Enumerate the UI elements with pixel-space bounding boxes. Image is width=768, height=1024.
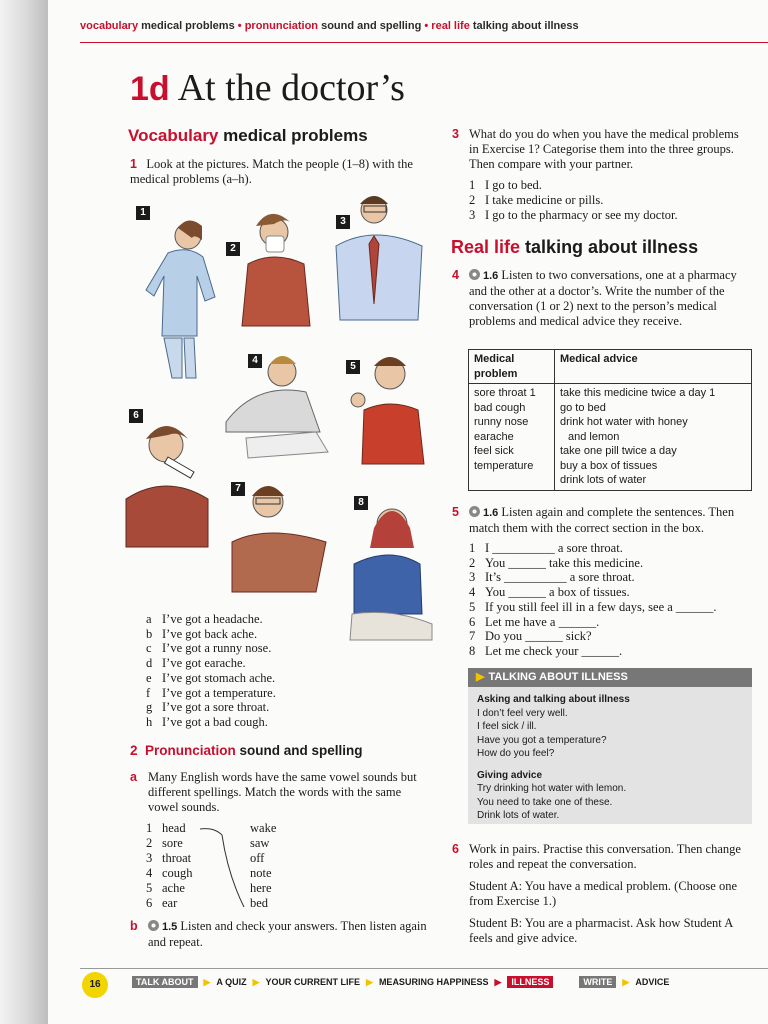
- picture-number: 4: [248, 354, 262, 368]
- footer-item: A QUIZ: [216, 977, 247, 987]
- table-header-row: [469, 350, 752, 384]
- list-item: 6 ear: [146, 896, 178, 910]
- list-item: 2 You ______ take this medicine.: [469, 555, 644, 570]
- phrase: Have you got a temperature?: [477, 734, 607, 746]
- list-item: 4 You ______ a box of tissues.: [469, 585, 630, 600]
- talking-about-illness-box: [468, 668, 752, 824]
- footer-illness-tag: ILLNESS: [507, 976, 553, 988]
- matching-line: [198, 822, 250, 908]
- person-sore-throat-illustration: [330, 186, 430, 326]
- exercise-4-number: 4: [452, 268, 459, 282]
- phrase: You need to take one of these.: [477, 796, 613, 808]
- problem-cell: sore throat 1 bad cough runny nose earache feel sick temperature: [469, 384, 555, 491]
- footer-item: MEASURING HAPPINESS: [378, 977, 489, 987]
- picture-number: 3: [336, 215, 350, 229]
- student-b-role: Student B: You are a pharmacist. Ask how Student A feels and give advice.: [469, 916, 733, 945]
- list-item: 8 Let me check your ______.: [469, 643, 623, 658]
- exercise-6-instructions: Work in pairs. Practise this conversation. Then change roles and repeat the conversation.: [469, 842, 741, 871]
- triangle-icon: ▶: [494, 976, 502, 987]
- person-earache-illustration: [228, 472, 328, 594]
- exercise-2a-label: a: [130, 770, 137, 784]
- list-item: wake: [250, 821, 277, 835]
- phrase: I feel sick / ill.: [477, 721, 537, 732]
- topbar-rule: [80, 42, 768, 43]
- footer-rule: [80, 968, 768, 969]
- triangle-icon: ▶: [476, 671, 485, 683]
- list-item: g I’ve got a sore throat.: [146, 700, 270, 715]
- exercise-5-instructions: 1.6 Listen again and complete the sentences. Then match them with the correct section in the box.: [469, 505, 735, 535]
- list-item: 6 Let me have a ______.: [469, 614, 600, 629]
- page-number: 16: [82, 972, 108, 998]
- person-temperature-illustration: [122, 415, 212, 550]
- list-item: 4 cough: [146, 866, 193, 880]
- list-item: 7 Do you ______ sick?: [469, 629, 592, 644]
- advice-cell: take this medicine twice a day 1 go to bed drink hot water with honey and lemon take one pill twice a day buy a box of tissues drink lots of water: [555, 384, 752, 491]
- footer-write-tag: WRITE: [579, 976, 616, 988]
- table-row: [469, 384, 752, 491]
- footer-item: YOUR CURRENT LIFE: [265, 977, 361, 987]
- list-item: c I’ve got a runny nose.: [146, 641, 272, 656]
- exercise-5-number: 5: [452, 505, 459, 519]
- person-back-ache-illustration: [128, 208, 218, 383]
- phrase: How do you feel?: [477, 748, 555, 759]
- picture-number: 1: [136, 206, 150, 220]
- list-item: 3 I go to the pharmacy or see my doctor.: [469, 208, 678, 222]
- audio-cd-icon: [469, 506, 480, 517]
- list-item: h I’ve got a bad cough.: [146, 714, 268, 729]
- list-item: a I’ve got a headache.: [146, 612, 263, 626]
- person-headache-illustration: [216, 342, 331, 462]
- page-title: 1d At the doctor’s: [130, 67, 405, 109]
- list-item: 1 head: [146, 821, 186, 835]
- phrase: I don’t feel very well.: [477, 707, 568, 719]
- list-item: here: [250, 881, 272, 895]
- list-item: b I’ve got back ache.: [146, 626, 258, 641]
- exercise-5-sentences: [469, 541, 754, 659]
- medical-table: [468, 349, 752, 491]
- student-a-role: Student A: You have a medical problem. (Choose one from Exercise 1.): [469, 879, 738, 908]
- phrase: Drink lots of water.: [477, 810, 560, 821]
- exercise-4-instructions: 1.6 Listen to two conversations, one at a pharmacy and the other at a doctor’s. Write the number of the conversation (1 or 2) next to the person’s medical problems and medical advice they receive.: [469, 268, 737, 328]
- unit-footer-nav: [132, 976, 669, 988]
- person-bad-cough-illustration: [344, 344, 430, 469]
- list-item: 3 It’s __________ a sore throat.: [469, 570, 635, 585]
- exercise-6-number: 6: [452, 842, 459, 856]
- unit-topbar: vocabulary medical problems • pronunciation sound and spelling • real life talking about illness: [80, 20, 579, 32]
- exercise-2b-label: b: [130, 919, 138, 933]
- list-item: f I’ve got a temperature.: [146, 685, 276, 700]
- vocabulary-heading: Vocabulary medical problems: [128, 126, 368, 145]
- exercise-1-instructions: 1 Look at the pictures. Match the people (1–8) with the medical problems (a–h).: [130, 157, 413, 186]
- footer-talk-tag: TALK ABOUT: [132, 976, 198, 988]
- list-item: 1 I __________ a sore throat.: [469, 541, 623, 555]
- picture-number: 2: [226, 242, 240, 256]
- exercise-3-groups: [469, 178, 749, 223]
- column-header-advice: Medical advice: [555, 350, 752, 384]
- list-item: 5 If you still feel ill in a few days, see a ______.: [469, 599, 717, 614]
- exercise-3-number: 3: [452, 127, 459, 141]
- picture-number: 6: [129, 409, 143, 423]
- list-item: 1 I go to bed.: [469, 178, 542, 192]
- column-header-problem: Medical problem: [469, 350, 555, 384]
- audio-cd-icon: [469, 269, 480, 280]
- box-subheading: Giving advice: [477, 769, 543, 781]
- triangle-icon: ▶: [203, 976, 211, 987]
- box-subheading: Asking and talking about illness: [477, 694, 630, 705]
- problems-list: [146, 612, 386, 730]
- list-item: note: [250, 866, 272, 880]
- box-header: ▶ TALKING ABOUT ILLNESS: [468, 668, 752, 687]
- book-spine-shadow: [0, 0, 48, 1024]
- triangle-icon: ▶: [366, 976, 373, 987]
- person-runny-nose-illustration: [238, 204, 318, 329]
- list-item: 2 I take medicine or pills.: [469, 193, 604, 207]
- word-list-right: [250, 821, 310, 911]
- list-item: 3 throat: [146, 851, 192, 865]
- list-item: 2 sore: [146, 836, 183, 850]
- exercise-3-instructions: What do you do when you have the medical problems in Exercise 1? Categorise them into the three groups. Then compare with your partner.: [469, 127, 739, 171]
- audio-cd-icon: [148, 920, 159, 931]
- box-body: [468, 687, 752, 829]
- picture-number: 7: [231, 482, 245, 496]
- list-item: e I’ve got stomach ache.: [146, 670, 276, 685]
- phrase: Try drinking hot water with lemon.: [477, 783, 627, 794]
- picture-number: 5: [346, 360, 360, 374]
- list-item: off: [250, 851, 265, 865]
- triangle-icon: ▶: [252, 976, 260, 987]
- triangle-icon: ▶: [622, 976, 630, 987]
- exercise-2a-instructions: Many English words have the same vowel sounds but different spellings. Match the words with the same vowel sounds.: [148, 770, 417, 814]
- exercise-2b-instructions: 1.5 Listen and check your answers. Then listen again and repeat.: [148, 919, 427, 949]
- picture-number: 8: [354, 496, 368, 510]
- footer-item: ADVICE: [635, 977, 670, 987]
- list-item: bed: [250, 896, 269, 910]
- real-life-heading: Real life talking about illness: [451, 237, 699, 257]
- list-item: d I’ve got earache.: [146, 656, 246, 671]
- list-item: saw: [250, 836, 270, 850]
- list-item: 5 ache: [146, 881, 185, 895]
- pronunciation-heading: 2 Pronunciation sound and spelling: [130, 743, 363, 758]
